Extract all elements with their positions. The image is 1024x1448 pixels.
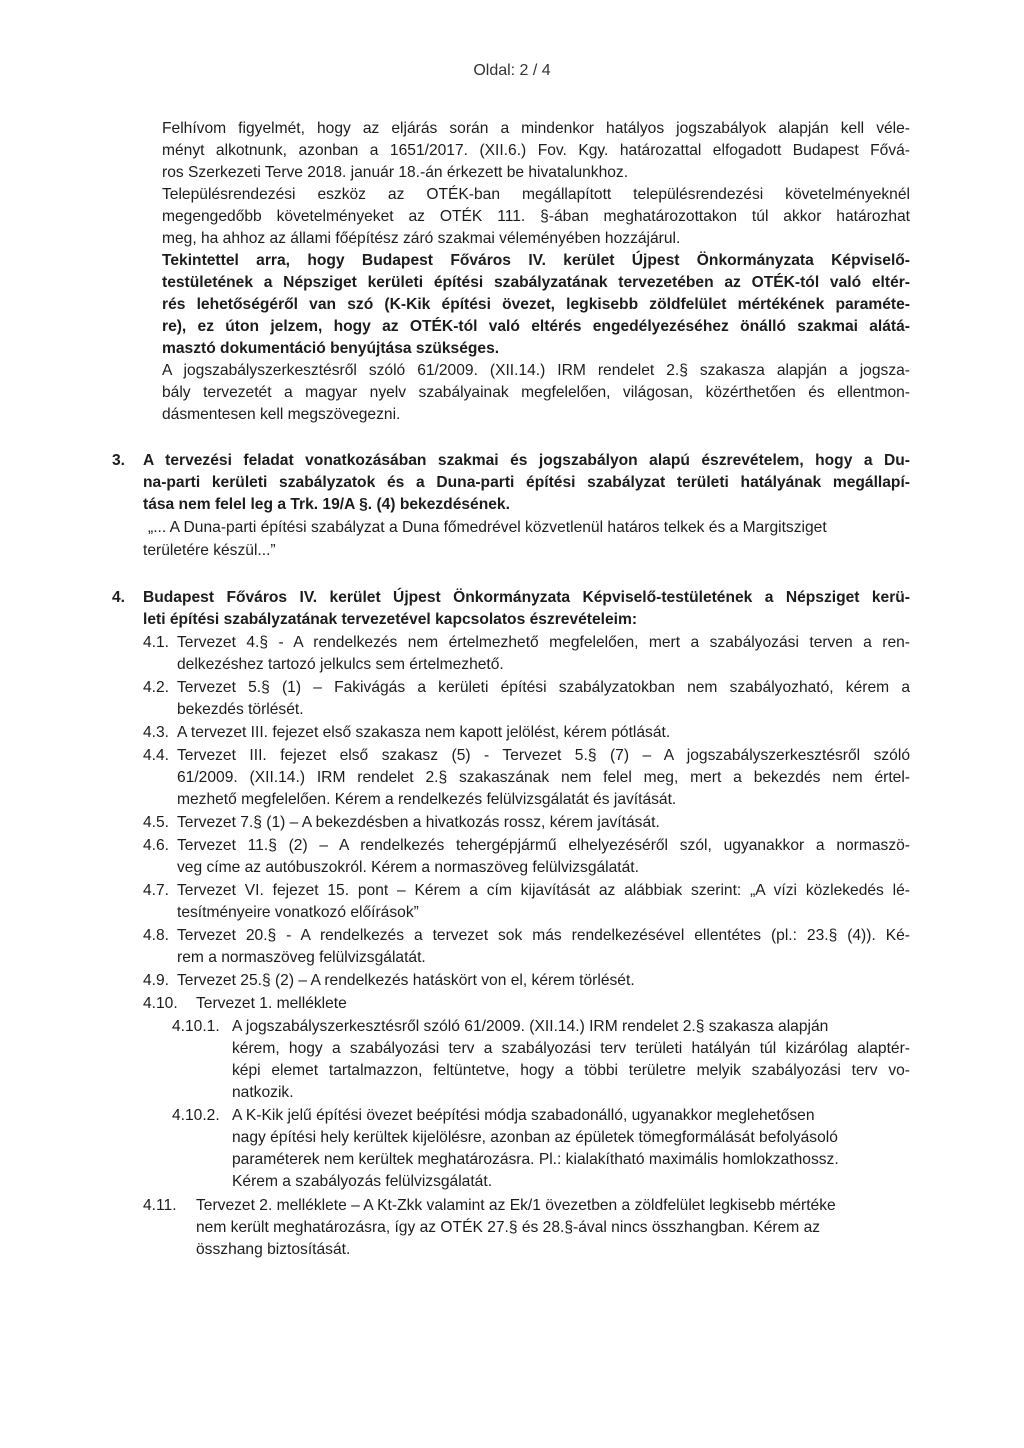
- item-4-10-2-line-4: Kérem a szabályozás felülvizsgálatát.: [232, 1173, 493, 1190]
- item-4-1-line-2: delkezéshez tartozó jelkulcs sem értelmezhető.: [177, 656, 504, 673]
- item-4-8-label: 4.8.: [143, 927, 170, 944]
- item-4-4-line-1: Tervezet III. fejezet első szakasz (5) - Tervezet 5.§ (7) – A jogszabályszerkesztésről szóló: [177, 747, 910, 764]
- item-4-2-line-2: bekezdés törlését.: [177, 701, 304, 718]
- item-4-10-label: 4.10.: [143, 995, 178, 1012]
- section-3-line-3: tása nem felel leg a Trk. 19/A §. (4) bekezdésének.: [143, 496, 510, 513]
- intro-p2-line-3: meg, ha ahhoz az állami főépítész záró szakmai véleményében hozzájárul.: [162, 230, 681, 247]
- item-4-3-label: 4.3.: [143, 724, 170, 741]
- item-4-10-1-line-1: A jogszabályszerkesztésről szóló 61/2009. (XII.14.) IRM rendelet 2.§ szakasza alapján: [232, 1018, 829, 1035]
- item-4-6-label: 4.6.: [143, 837, 170, 854]
- item-4-10-2-line-3: paraméterek nem kerültek meghatározásra. Pl.: kialakítható maximális homlokzathossz.: [232, 1151, 839, 1168]
- intro-p1-line-3: ros Szerkezeti Terve 2018. január 18.-án érkezett be hivatalunkhoz.: [162, 164, 629, 181]
- item-4-11-label: 4.11.: [143, 1197, 177, 1214]
- intro-p4-line-2: bály tervezetét a magyar nyelv szabályainak megfelelően, világosan, közérthetően és ellentmon-: [162, 384, 910, 401]
- item-4-10-2-line-2: nagy építési hely kerültek kijelölésre, azonban az épületek tömegformálását befolyásoló: [232, 1129, 838, 1146]
- item-4-11-line-3: összhang biztosítását.: [196, 1241, 351, 1258]
- item-4-11-line-2: nem került meghatározásra, így az OTÉK 27.§ és 28.§-ával nincs összhangban. Kérem az: [196, 1219, 821, 1236]
- page-number: Oldal: 2 / 4: [473, 62, 551, 79]
- section-3-number: 3.: [112, 452, 126, 469]
- item-4-10-2-line-1: A K-Kik jelű építési övezet beépítési módja szabadonálló, ugyanakkor meglehetősen: [232, 1107, 815, 1124]
- section-4-line-2: leti építési szabályzatának tervezetével kapcsolatos észrevételeim:: [143, 611, 638, 628]
- intro-p2-line-1: Településrendezési eszköz az OTÉK-ban megállapított településrendezési követelményeknél: [162, 186, 910, 203]
- intro-p1-line-1: Felhívom figyelmét, hogy az eljárás során a mindenkor hatályos jogszabályok alapján kell véle-: [162, 120, 910, 137]
- item-4-3-line-1: A tervezet III. fejezet első szakasza nem kapott jelölést, kérem pótlását.: [177, 724, 671, 741]
- intro-p3-line-4: re), ez úton jelzem, hogy az OTÉK-tól való eltérés engedélyezéséhez önálló szakmai alátá-: [162, 318, 910, 335]
- item-4-2-line-1: Tervezet 5.§ (1) – Fakivágás a kerületi építési szabályzatokban nem szabályozható, kérem a: [177, 679, 910, 696]
- item-4-6-line-1: Tervezet 11.§ (2) – A rendelkezés tehergépjármű elhelyezéséről szól, ugyanakkor a normaszö-: [177, 837, 910, 854]
- item-4-11-line-1: Tervezet 2. melléklete – A Kt-Zkk valamint az Ek/1 övezetben a zöldfelület legkisebb mértéke: [196, 1197, 836, 1214]
- item-4-4-line-3: mezhető megfelelően. Kérem a rendelkezés felülvizsgálatát és javítását.: [177, 791, 677, 808]
- item-4-7-line-1: Tervezet VI. fejezet 15. pont – Kérem a cím kijavítását az alábbiak szerint: „A vízi közlekedés lé-: [177, 882, 910, 899]
- intro-p3-line-1: Tekintettel arra, hogy Budapest Főváros IV. kerület Újpest Önkormányzata Képviselő-: [162, 252, 910, 269]
- section-4-line-1: Budapest Főváros IV. kerület Újpest Önkormányzata Képviselő-testületének a Népsziget kerü-: [143, 589, 910, 606]
- item-4-5-line-1: Tervezet 7.§ (1) – A bekezdésben a hivatkozás rossz, kérem javítását.: [177, 814, 660, 831]
- item-4-4-line-2: 61/2009. (XII.14.) IRM rendelet 2.§ szakaszának nem felel meg, mert a bekezdés nem értel-: [177, 769, 910, 786]
- intro-p4-line-1: A jogszabályszerkesztésről szóló 61/2009. (XII.14.) IRM rendelet 2.§ szakasza alapján a jogsza-: [162, 362, 910, 379]
- item-4-8-line-1: Tervezet 20.§ - A rendelkezés a tervezet sok más rendelkezésével ellentétes (pl.: 23.§ (4)). Ké-: [177, 927, 910, 944]
- item-4-10-line-1: Tervezet 1. melléklete: [196, 995, 347, 1012]
- item-4-10-1-line-3: képi elemet tartalmazzon, feltüntetve, hogy a többi területre melyik szabályozási terv vo-: [232, 1062, 910, 1079]
- intro-p3-line-3: rés lehetőségéről van szó (K-Kik építési övezet, legkisebb zöldfelület mértékének paraméte-: [162, 296, 910, 313]
- intro-p3-line-2: testületének a Népsziget kerületi építési szabályzatának tervezetében az OTÉK-tól való eltér-: [162, 274, 910, 291]
- section-3-quote-line-2: területére készül...”: [143, 542, 276, 559]
- item-4-9-label: 4.9.: [143, 972, 170, 989]
- item-4-10-1-label: 4.10.1.: [172, 1018, 220, 1035]
- item-4-8-line-2: rem a normaszöveg felülvizsgálatát.: [177, 949, 426, 966]
- item-4-9-line-1: Tervezet 25.§ (2) – A rendelkezés hatáskört von el, kérem törlését.: [177, 972, 635, 989]
- intro-p2-line-2: megengedőbb követelményeket az OTÉK 111. §-ában meghatározottakon túl akkor határozhat: [162, 208, 910, 225]
- item-4-4-label: 4.4.: [143, 747, 170, 764]
- item-4-5-label: 4.5.: [143, 814, 170, 831]
- item-4-1-line-1: Tervezet 4.§ - A rendelkezés nem értelmezhető megfelelően, mert a szabályozási terven a ren-: [177, 634, 910, 651]
- item-4-10-1-line-4: natkozik.: [232, 1084, 294, 1101]
- item-4-2-label: 4.2.: [143, 679, 170, 696]
- intro-p4-line-3: dásmentesen kell megszövegezni.: [162, 406, 401, 423]
- section-3-line-2: na-parti kerületi szabályzatok és a Duna-parti építési szabályzat területi hatályának megállapí-: [143, 474, 910, 491]
- section-4-number: 4.: [112, 589, 126, 606]
- intro-p1-line-2: ményt alkotnunk, azonban a 1651/2017. (XII.6.) Fov. Kgy. határozattal elfogadott Budapest Fővá-: [162, 142, 910, 159]
- item-4-10-1-line-2: kérem, hogy a szabályozási terv a szabályozási terv területi hatályán túl kizárólag alaptér-: [232, 1040, 910, 1057]
- section-3-quote-line-1: „... A Duna-parti építési szabályzat a Duna főmedrével közvetlenül határos telkek és a Margitsziget: [148, 519, 827, 536]
- item-4-10-2-label: 4.10.2.: [172, 1107, 220, 1124]
- item-4-7-label: 4.7.: [143, 882, 170, 899]
- item-4-1-label: 4.1.: [143, 634, 170, 651]
- intro-p3-line-5: masztó dokumentáció benyújtása szükséges.: [162, 340, 500, 357]
- section-3-line-1: A tervezési feladat vonatkozásában szakmai és jogszabályon alapú észrevételem, hogy a Du-: [143, 452, 910, 469]
- item-4-7-line-2: tesítményeire vonatkozó előírások”: [177, 904, 419, 921]
- item-4-6-line-2: veg címe az autóbuszokról. Kérem a normaszöveg felülvizsgálatát.: [177, 859, 639, 876]
